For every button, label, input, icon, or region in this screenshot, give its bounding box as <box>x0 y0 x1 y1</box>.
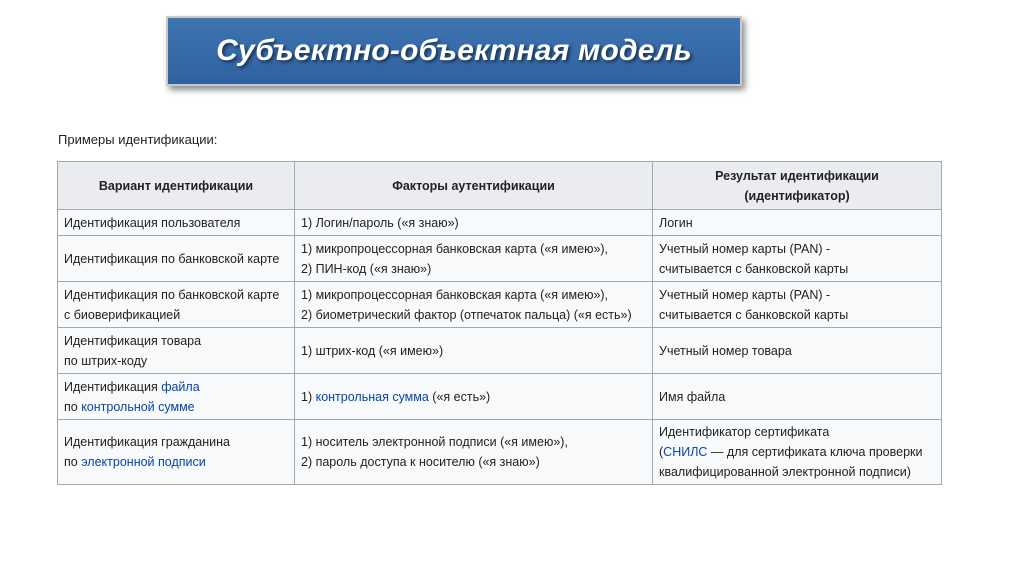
table-row <box>58 210 942 236</box>
title-banner <box>166 16 742 86</box>
cell-variant-line: по штрих-коду <box>64 353 148 368</box>
cell-factors <box>295 236 653 282</box>
cell-result-line: Учетный номер карты (PAN) - <box>659 287 831 302</box>
table-row <box>58 328 942 374</box>
identification-table <box>57 161 942 485</box>
cell-variant-line: Идентификация товара <box>64 333 202 348</box>
cell-factors: 1) штрих-код («я имею») <box>295 328 653 374</box>
cell-factors-line: 1) микропроцессорная банковская карта («я имею»), <box>301 287 609 302</box>
cell-factors-line: 2) биометрический фактор (отпечаток пальца) («я есть») <box>301 307 632 322</box>
cell-variant-line <box>64 397 288 417</box>
cell-result <box>653 236 942 282</box>
cell-variant-line <box>64 377 288 397</box>
cell-result: Учетный номер товара <box>653 328 942 374</box>
cell-result <box>653 420 942 485</box>
cell-factors-line: 2) пароль доступа к носителю («я знаю») <box>301 455 540 469</box>
text-fragment: («я есть») <box>428 389 491 404</box>
e-signature-link[interactable]: электронной подписи <box>81 455 206 469</box>
cell-factors-line: 1) микропроцессорная банковская карта («я имею»), <box>301 241 609 256</box>
cell-variant: Идентификация по банковской карте <box>58 236 295 282</box>
cell-factors-line: 1) носитель электронной подписи («я имею»), <box>301 435 568 449</box>
cell-result-line: считывается с банковской карты <box>659 307 849 322</box>
cell-result: Имя файла <box>653 374 942 420</box>
table-header-row <box>58 162 942 210</box>
cell-factors <box>295 420 653 485</box>
text-fragment: Идентификация <box>64 379 162 394</box>
cell-variant: Идентификация пользователя <box>58 210 295 236</box>
cell-variant <box>58 374 295 420</box>
table-row <box>58 282 942 328</box>
file-link[interactable]: файла <box>161 379 200 394</box>
table-row <box>58 374 942 420</box>
cell-variant-line <box>64 452 288 472</box>
text-fragment: по <box>64 455 82 469</box>
table-row <box>58 420 942 485</box>
cell-result-line: считывается с банковской карты <box>659 261 849 276</box>
cell-variant <box>58 328 295 374</box>
cell-variant <box>58 282 295 328</box>
header-variant: Вариант идентификации <box>58 162 295 210</box>
header-result <box>653 162 942 210</box>
cell-result-line <box>659 442 935 462</box>
text-fragment: — для сертификата ключа проверки <box>707 445 923 459</box>
text-fragment: по <box>64 399 82 414</box>
cell-variant-line: Идентификация по банковской карте <box>64 287 280 302</box>
cell-factors-line: 2) ПИН-код («я знаю») <box>301 261 432 276</box>
header-result-line2: (идентификатор) <box>744 188 850 203</box>
cell-variant-line: Идентификация гражданина <box>64 435 230 449</box>
header-result-line1: Результат идентификации <box>715 168 879 183</box>
text-fragment: ( <box>659 445 664 459</box>
cell-result-line: квалифицированной электронной подписи) <box>659 465 911 479</box>
cell-factors: 1) Логин/пароль («я знаю») <box>295 210 653 236</box>
checksum-factor-link[interactable]: контрольная сумма <box>315 389 429 404</box>
header-factors: Факторы аутентификации <box>295 162 653 210</box>
cell-result <box>653 282 942 328</box>
cell-result: Логин <box>653 210 942 236</box>
checksum-link[interactable]: контрольной сумме <box>81 399 195 414</box>
cell-result-line: Идентификатор сертификата <box>659 425 830 439</box>
cell-variant-line: с биоверификацией <box>64 307 181 322</box>
cell-result-line: Учетный номер карты (PAN) - <box>659 241 831 256</box>
snils-link[interactable]: СНИЛС <box>663 445 708 459</box>
table-caption: Примеры идентификации: <box>58 132 218 147</box>
text-fragment: 1) <box>301 389 316 404</box>
cell-factors <box>295 374 653 420</box>
table-row <box>58 236 942 282</box>
cell-variant <box>58 420 295 485</box>
cell-factors <box>295 282 653 328</box>
slide-title: Субъектно-объектная модель <box>216 34 692 67</box>
